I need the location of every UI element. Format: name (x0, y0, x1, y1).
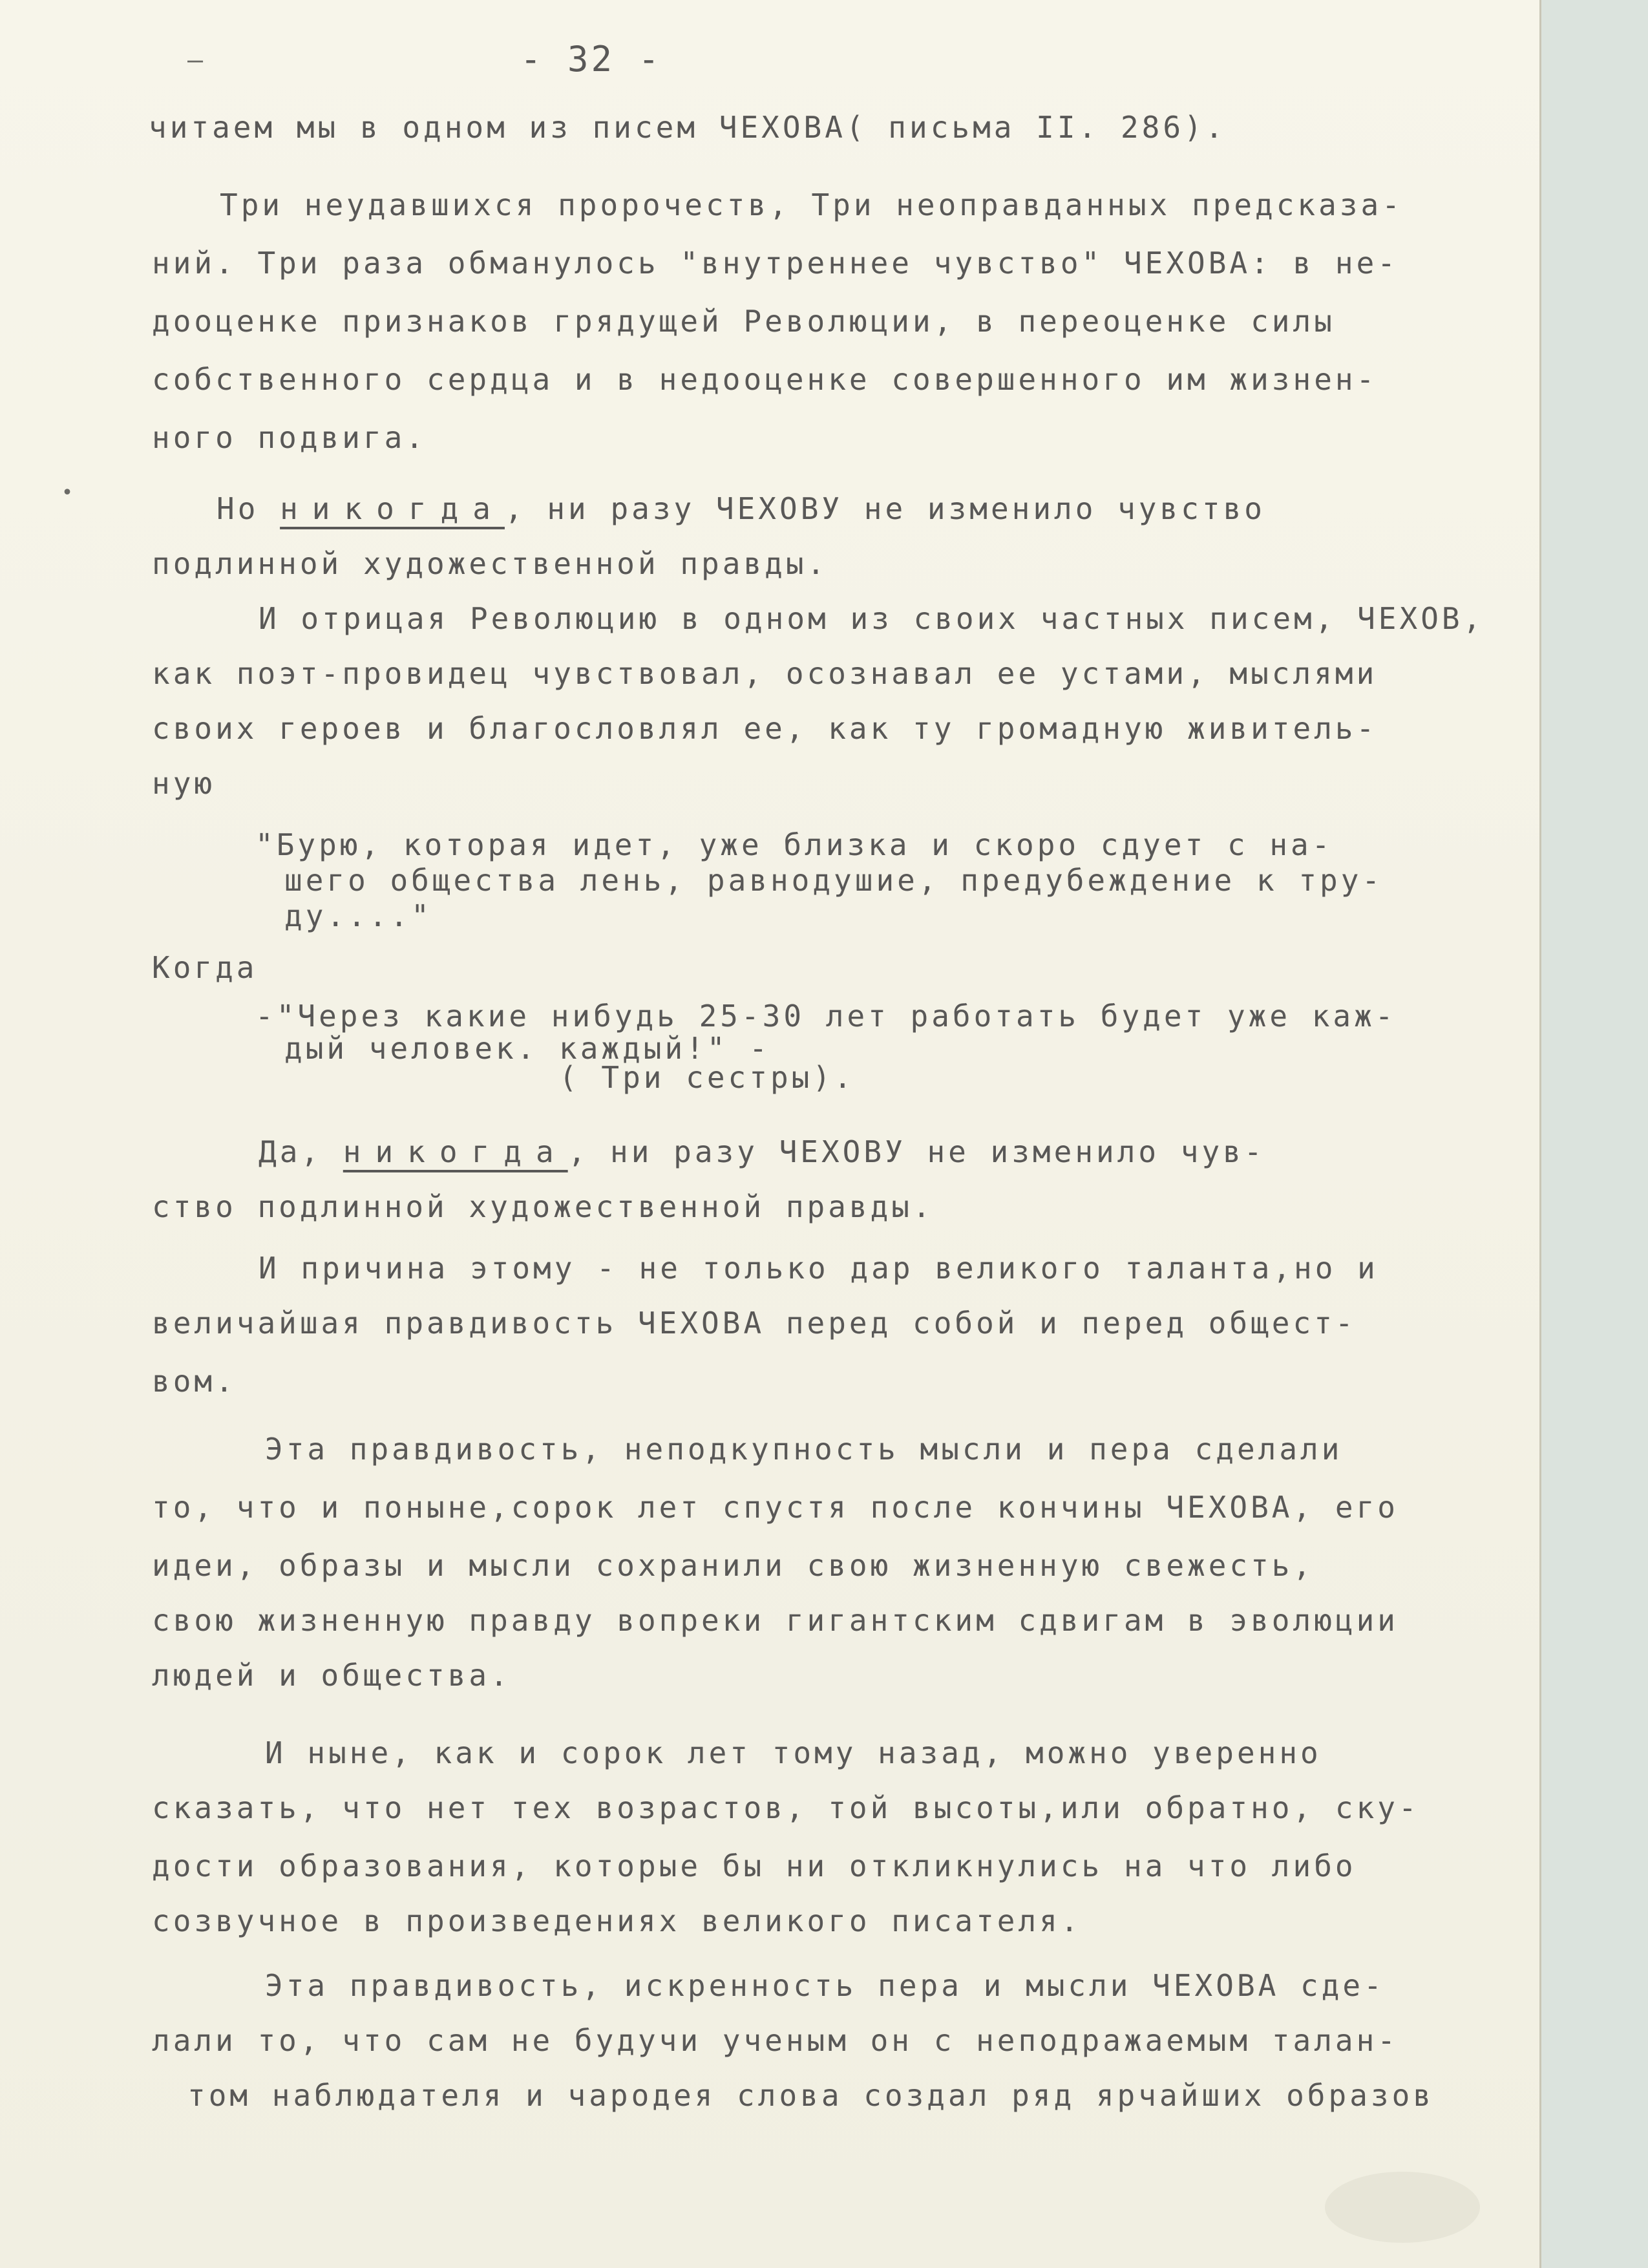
page-number: - 32 - (520, 39, 662, 79)
text-line: И отрицая Революцию в одном из своих частных писем, ЧЕХОВ, (259, 601, 1484, 636)
text-line: то, что и поныне,сорок лет спустя после кончины ЧЕХОВА, его (152, 1490, 1399, 1525)
text-line: дооценке признаков грядущей Революции, в переоценке силы (152, 304, 1335, 339)
text-segment: Но (217, 491, 280, 526)
text-line: созвучное в произведениях великого писателя. (152, 1903, 1082, 1938)
text-line: Когда (152, 950, 258, 985)
text-line: подлинной художественной правды. (152, 546, 829, 581)
text-line: как поэт-провидец чувствовал, осознавал ее устами, мыслями (152, 656, 1378, 691)
text-line: своих героев и благословлял ее, как ту громадную живитель- (152, 711, 1378, 746)
text-segment: Да, (259, 1134, 343, 1169)
text-line: ство подлинной художественной правды. (152, 1189, 934, 1224)
margin-dot: • (61, 482, 74, 504)
text-line: Эта правдивость, неподкупность мысли и пера сделали (265, 1432, 1343, 1467)
text-segment: , ни разу ЧЕХОВУ не изменило чув- (567, 1134, 1265, 1169)
text-line: -"Через какие нибудь 25-30 лет работать будет уже каж- (255, 999, 1397, 1033)
text-line: лали то, что сам не будучи ученым он с неподражаемым талан- (152, 2023, 1399, 2058)
text-line (217, 491, 1265, 526)
text-line: идеи, образы и мысли сохранили свою жизненную свежесть, (152, 1548, 1315, 1583)
text-line: И причина этому - не только дар великого таланта,но и (259, 1251, 1379, 1286)
text-line: людей и общества. (152, 1658, 511, 1693)
scan-background-strip (1539, 0, 1648, 2268)
text-line: дый человек. каждый!" - (284, 1031, 770, 1066)
text-line: "Бурю, которая идет, уже близка и скоро сдует с на- (255, 827, 1333, 862)
text-line: ду...." (284, 898, 432, 933)
margin-mark: – (187, 45, 204, 75)
text-line: свою жизненную правду вопреки гигантским сдвигам в эволюции (152, 1603, 1399, 1638)
text-line: том наблюдателя и чародея слова создал ряд ярчайших образов (187, 2078, 1434, 2113)
text-segment: , ни разу ЧЕХОВУ не изменило чувство (504, 491, 1265, 526)
text-line: читаем мы в одном из писем ЧЕХОВА( письма II. 286). (149, 110, 1227, 145)
text-line: сказать, что нет тех возрастов, той высоты,или обратно, ску- (152, 1790, 1420, 1825)
text-line: величайшая правдивость ЧЕХОВА перед собой и перед общест- (152, 1306, 1357, 1341)
text-line: Три неудавшихся пророчеств, Три неоправданных предсказа- (220, 187, 1403, 222)
emphasized-word: никогда (343, 1134, 568, 1169)
text-line: ( Три сестры). (559, 1060, 855, 1095)
text-line: ного подвига. (152, 420, 427, 455)
text-line: дости образования, которые бы ни откликнулись на что либо (152, 1849, 1357, 1883)
text-line: шего общества лень, равнодушие, предубеждение к тру- (284, 863, 1384, 898)
text-line: ную (152, 766, 216, 801)
text-line: собственного сердца и в недооценке совершенного им жизнен- (152, 362, 1378, 397)
text-line: вом. (152, 1364, 237, 1399)
paper-stain (1325, 2172, 1480, 2243)
emphasized-word: никогда (280, 491, 505, 526)
text-line: ний. Три раза обманулось "внутреннее чувство" ЧЕХОВА: в не- (152, 246, 1399, 281)
text-line (259, 1134, 1265, 1169)
text-line: И ныне, как и сорок лет тому назад, можно уверенно (265, 1735, 1322, 1770)
text-line: Эта правдивость, искренность пера и мысли ЧЕХОВА сде- (265, 1968, 1385, 2003)
